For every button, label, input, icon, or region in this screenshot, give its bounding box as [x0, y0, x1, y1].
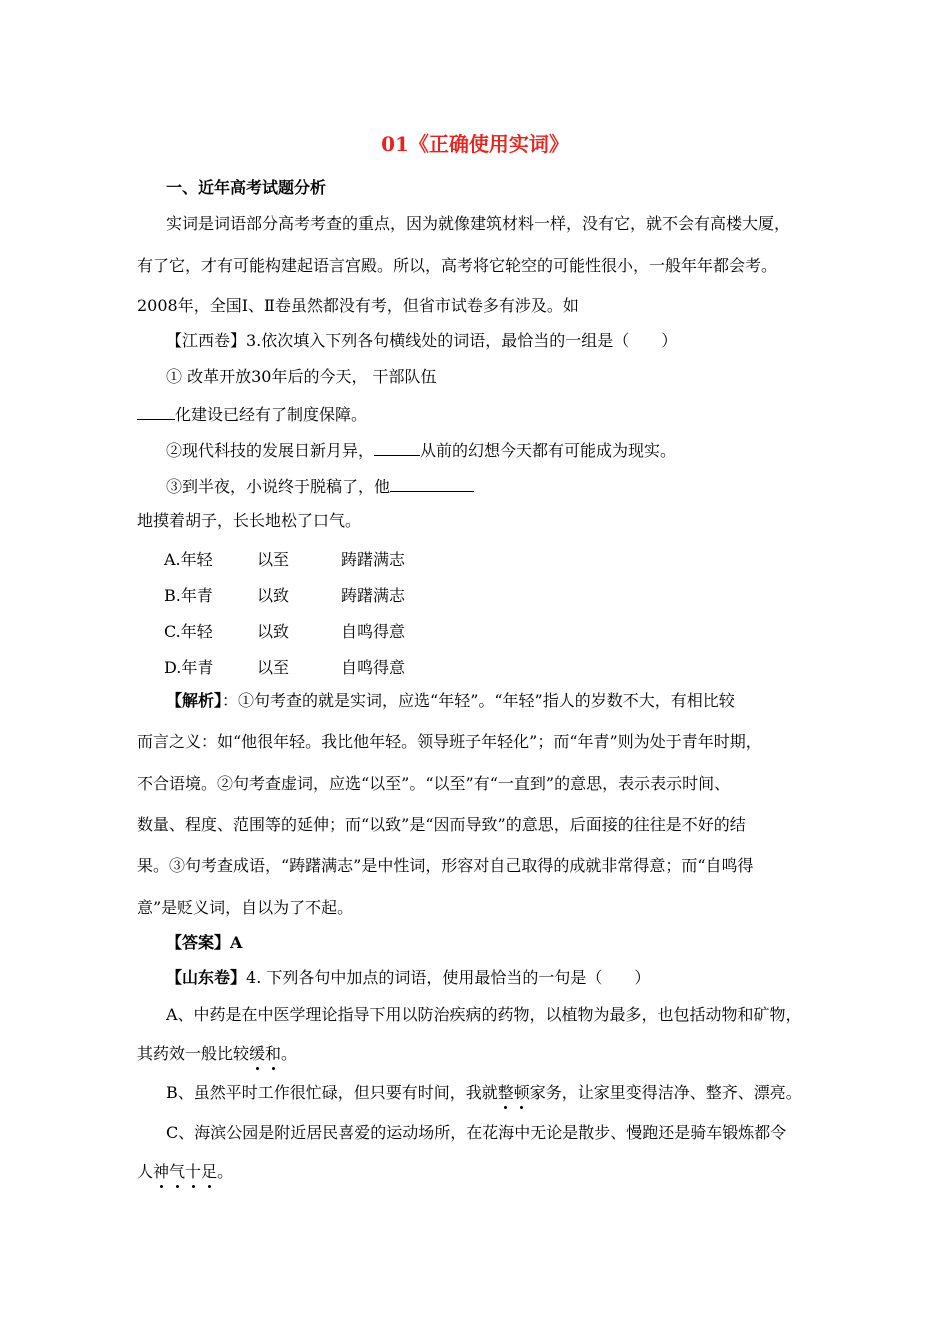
option-col-1: D.年青: [164, 658, 214, 677]
dotted-char: 和: [265, 1044, 282, 1063]
option-col-2: 以至: [257, 550, 290, 569]
option-col-3: 自鸣得意: [341, 658, 406, 677]
analysis-line-2: 而言之义：如“他很年轻。我比他年轻。领导班子年轻化”；而“年青”则为处于青年时期，: [137, 732, 762, 751]
dotted-word: [249, 1044, 281, 1063]
dotted-char: 气: [169, 1162, 186, 1181]
option-col-3: 踌躇满志: [341, 586, 406, 605]
answer: 【答案】A: [166, 933, 243, 952]
q4-option-b: B、虽然平时工作很忙碌，但只要有时间，我就整顿家务，让家里变得洁净、整齐、漂亮。: [166, 1083, 802, 1102]
intro-line-1: 实词是词语部分高考考查的重点，因为就像建筑材料一样，没有它，就不会有高楼大厦，: [166, 214, 791, 233]
analysis-line-5: 果。③句考查成语，“踌躇满志”是中性词，形容对自己取得的成就非常得意；而“自鸣得: [137, 856, 754, 875]
dotted-char: 神: [153, 1162, 170, 1181]
q3-sentence-1b: 化建设已经有了制度保障。: [137, 403, 367, 425]
option-col-1: C.年轻: [164, 622, 213, 641]
option-col-3: 踌躇满志: [341, 550, 406, 569]
q4-option-a-line-1: A、中药是在中医学理论指导下用以防治疾病的药物，以植物为最多，也包括动物和矿物，: [166, 1005, 802, 1024]
analysis-line-1: 【解析】：①句考查的就是实词，应选“年轻”。“年轻”指人的岁数不大，有相比较: [166, 691, 735, 710]
analysis-line-4: 数量、程度、范围等的延伸；而“以致”是“因而导致”的意思，后面接的往往是不好的结: [137, 815, 746, 834]
dotted-char: 顿: [513, 1083, 530, 1102]
option-col-3: 自鸣得意: [341, 622, 406, 641]
intro-line-2: 有了它，才有可能构建起语言宫殿。所以，高考将它轮空的可能性很小，一般年年都会考。: [137, 256, 778, 275]
option-col-2: 以致: [257, 622, 290, 641]
option-col-1: B.年青: [164, 586, 213, 605]
q3-sentence-3b: 地摸着胡子，长长地松了口气。: [137, 511, 362, 530]
analysis-label: 【解析】: [166, 691, 223, 710]
q3-sentence-1a: ① 改革开放30年后的今天， 干部队伍: [166, 367, 437, 386]
analysis-line-6: 意”是贬义词，自以为了不起。: [137, 898, 354, 917]
question-4-label: 【山东卷】: [166, 968, 247, 987]
q3-sentence-3a: ③到半夜，小说终于脱稿了，他: [166, 475, 474, 497]
dotted-char: 足: [201, 1162, 218, 1181]
option-col-2: 以致: [257, 586, 290, 605]
page-title: 01《正确使用实词》: [381, 132, 569, 156]
fill-blank: [374, 439, 420, 456]
q3-sentence-2: ②现代科技的发展日新月异， 从前的幻想今天都有可能成为现实。: [166, 441, 677, 460]
fill-blank: [390, 475, 474, 492]
question-4-header: 【山东卷】4. 下列各句中加点的词语，使用最恰当的一句是（ ）: [166, 968, 651, 987]
dotted-char: 整: [497, 1083, 514, 1102]
dotted-word: [498, 1083, 530, 1102]
dotted-char: 缓: [249, 1044, 266, 1063]
option-col-1: A.年轻: [164, 550, 213, 569]
question-3-header: 【江西卷】3.依次填入下列各句横线处的词语，最恰当的一组是（ ）: [166, 331, 678, 350]
fill-blank: [137, 403, 175, 420]
analysis-line-3: 不合语境。②句考查虚词，应选“以至”。“以至”有“一直到”的意思，表示表示时间、: [137, 774, 731, 793]
dotted-word: [153, 1162, 217, 1181]
q4-option-c-line-2: 人神气十足。: [137, 1162, 234, 1181]
dotted-char: 十: [185, 1162, 202, 1181]
section-heading: 一、近年高考试题分析: [166, 178, 327, 197]
option-col-2: 以至: [257, 658, 290, 677]
intro-line-3: 2008年，全国Ⅰ、Ⅱ卷虽然都没有考，但省市试卷多有涉及。如: [137, 296, 579, 315]
q4-option-c-line-1: C、海滨公园是附近居民喜爱的运动场所，在花海中无论是散步、慢跑还是骑车锻炼都令: [166, 1123, 787, 1142]
q4-option-a-line-2: 其药效一般比较缓和。: [137, 1044, 298, 1063]
